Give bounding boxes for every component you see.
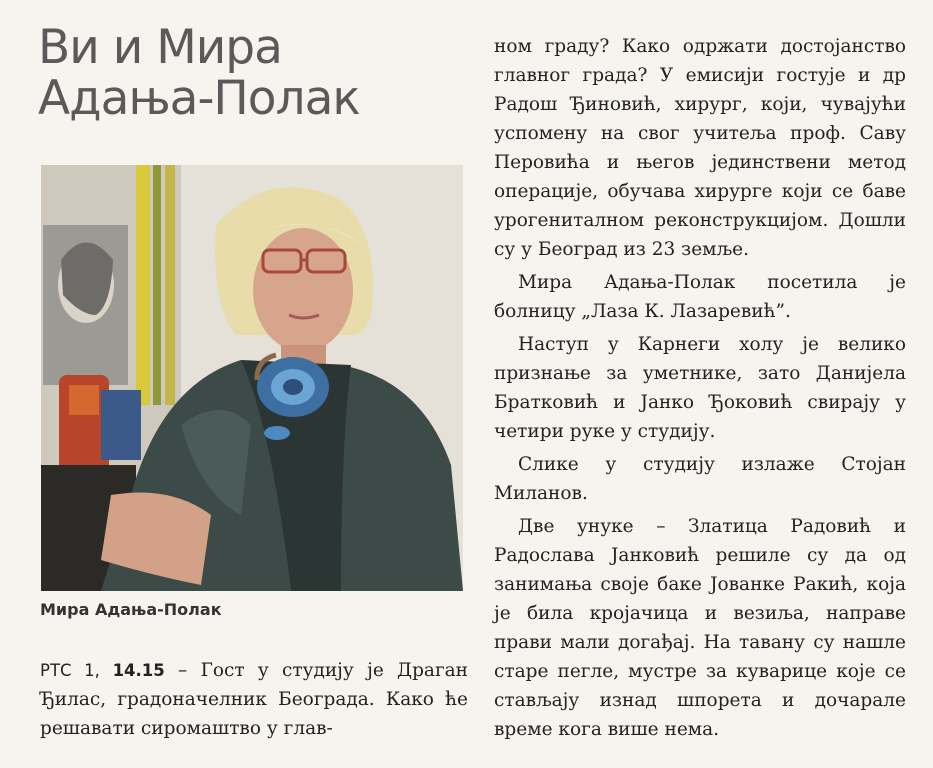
article-headline [38,22,463,124]
lead-text: – Гост у студију је Драган Ђилас, градоначелник Београда. Како ће решавати сиромаштво у глав- [40,660,468,739]
article-body [494,32,906,748]
headline-block [38,22,463,124]
body-paragraph: ном граду? Како одржати достојанство главног града? У емисији гостује и др Радош Ђиновић, хирург, који, чувајући успомену на свог учитеља проф. Саву Перовића и његов јединствени метод операције, обучава хирурге који се баве урогениталном реконструкцијом. Дошли су у Београд из 23 земље. [494,36,906,260]
channel-name: РТС 1, [40,661,113,680]
photo-caption: Мира Адања-Полак [40,600,222,619]
headline-line-2: Адања-Полак [38,71,360,126]
body-paragraph: Две унуке – Златица Радовић и Радослава Јанковић решиле су да од занимања своје баке Јованке Ракић, која је била кројачица и везиља, направе прави мали догађај. На тавану су нашле старе пегле, мустре за куварице које се стављају изнад шпорета и дочарале време кога више нема. [494,516,906,740]
portrait-illustration [41,165,463,591]
lead-source [40,661,165,680]
headline-line-1: Ви и Мира [38,20,282,75]
broadcast-time: 14.15 [112,661,165,680]
body-paragraph: Наступ у Карнеги холу је велико признање за уметнике, зато Данијела Братковић и Јанко Ђоковић свирају у четири руке у студију. [494,334,906,442]
article-photo [41,165,463,591]
article-lead [40,656,468,743]
body-paragraph: Слике у студију излаже Стојан Миланов. [494,454,906,504]
body-paragraph: Мира Адања-Полак посетила је болницу „Лаза К. Лазаревић”. [494,272,906,322]
